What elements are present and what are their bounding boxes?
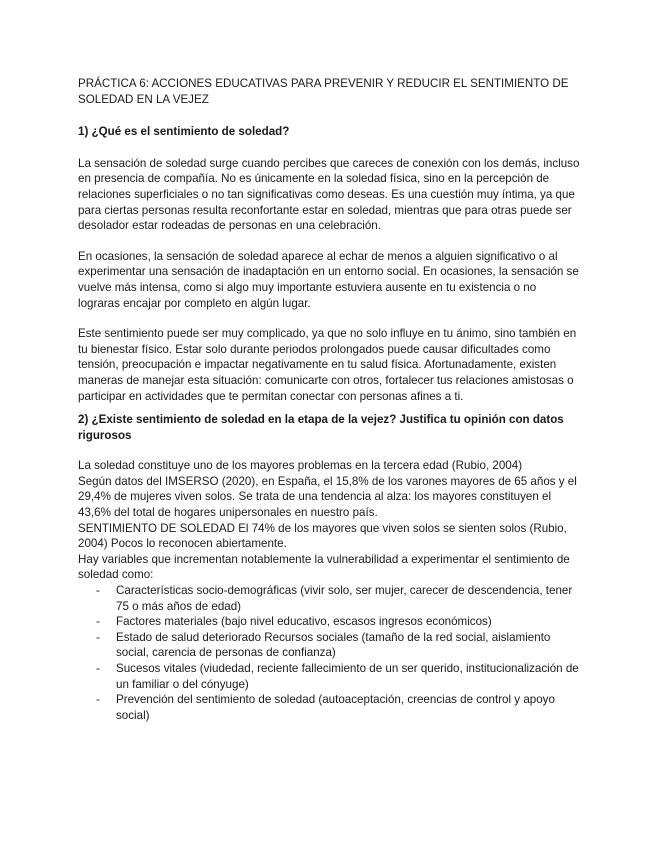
dash-bullet: - xyxy=(96,584,100,598)
section-2-line: Hay variables que incrementan notablemente la vulnerabilidad a experimentar el sentimiento de soledad como: xyxy=(78,552,570,582)
dash-bullet: - xyxy=(96,662,100,675)
dash-bullet: - xyxy=(96,630,100,644)
section-2-line: SENTIMIENTO DE SOLEDAD El 74% de los mayores que viven solos se sienten solos (Rubio, 2004) Pocos lo reconocen abiertamente. xyxy=(78,521,567,551)
list-item xyxy=(78,630,580,661)
document-title: PRÁCTICA 6: ACCIONES EDUCATIVAS PARA PREVENIR Y REDUCIR EL SENTIMIENTO DE SOLEDAD EN LA VEJEZ xyxy=(78,77,569,106)
section-1-paragraph: La sensación de soledad surge cuando percibes que careces de conexión con los demás, incluso en presencia de compañía. No es únicamente en la soledad física, sino en la percepción de relaciones superficiales o no tan significativas como deseas. Es una cuestión muy íntima, ya que para ciertas personas resulta reconfortante estar en soledad, mientras que para otras puede ser desolador estar rodeadas de personas en una celebración. xyxy=(78,156,580,233)
section-2-heading: 2) ¿Existe sentimiento de soledad en la etapa de la vejez? Justifica tu opinión con datos rigurosos xyxy=(78,413,564,442)
list-item-text: Prevención del sentimiento de soledad (autoaceptación, creencias de control y apoyo social) xyxy=(116,693,555,722)
dash-bullet: - xyxy=(96,693,100,707)
section-1-heading: 1) ¿Qué es el sentimiento de soledad? xyxy=(78,125,290,139)
section-2-line: Según datos del IMSERSO (2020), en España, el 15,8% de los varones mayores de 65 años y el 29,4% de mujeres viven solos. Se trata de una tendencia al alza: los mayores constituyen el 43,6% del total de hogares unipersonales en nuestro país. xyxy=(78,474,577,520)
list-item xyxy=(78,614,580,630)
list-item-text: Sucesos vitales (viudedad, reciente fallecimiento de un ser querido, institucionalización de un familiar o del cónyuge) xyxy=(116,662,579,691)
section-1-paragraph: En ocasiones, la sensación de soledad aparece al echar de menos a alguien significativo o al experimentar una sensación de inadaptación en un entorno social. En ocasiones, la sensación se vuelve más intensa, como si algo muy importante estuviera ausente en tu existencia o no lograras encajar por completo en algún lugar. xyxy=(78,249,579,310)
list-item xyxy=(78,583,580,614)
document-page xyxy=(78,76,580,723)
list-item xyxy=(78,661,580,692)
section-2-line: La soledad constituye uno de los mayores problemas en la tercera edad (Rubio, 2004) xyxy=(78,459,523,473)
list-item xyxy=(78,692,580,723)
risk-factor-list xyxy=(78,583,580,723)
list-item-text: Factores materiales (bajo nivel educativo, escasos ingresos económicos) xyxy=(116,615,492,629)
section-1-paragraph: Este sentimiento puede ser muy complicado, ya que no solo influye en tu ánimo, sino también en tu bienestar físico. Estar solo durante periodos prolongados puede causar dificultades como tensión, preocupación e impactar negativamente en tu salud física. Afortunadamente, existen maneras de manejar esta situación: comunicarte con otros, fortalecer tus relaciones amistosas o participar en actividades que te permitan conectar con personas afines a ti. xyxy=(78,327,577,403)
list-item-text: Estado de salud deteriorado Recursos sociales (tamaño de la red social, aislamiento social, carencia de personas de confianza) xyxy=(116,630,551,660)
list-item-text: Características socio-demográficas (vivir solo, ser mujer, carecer de descendencia, tener 75 o más años de edad) xyxy=(116,584,573,613)
dash-bullet: - xyxy=(96,615,100,629)
